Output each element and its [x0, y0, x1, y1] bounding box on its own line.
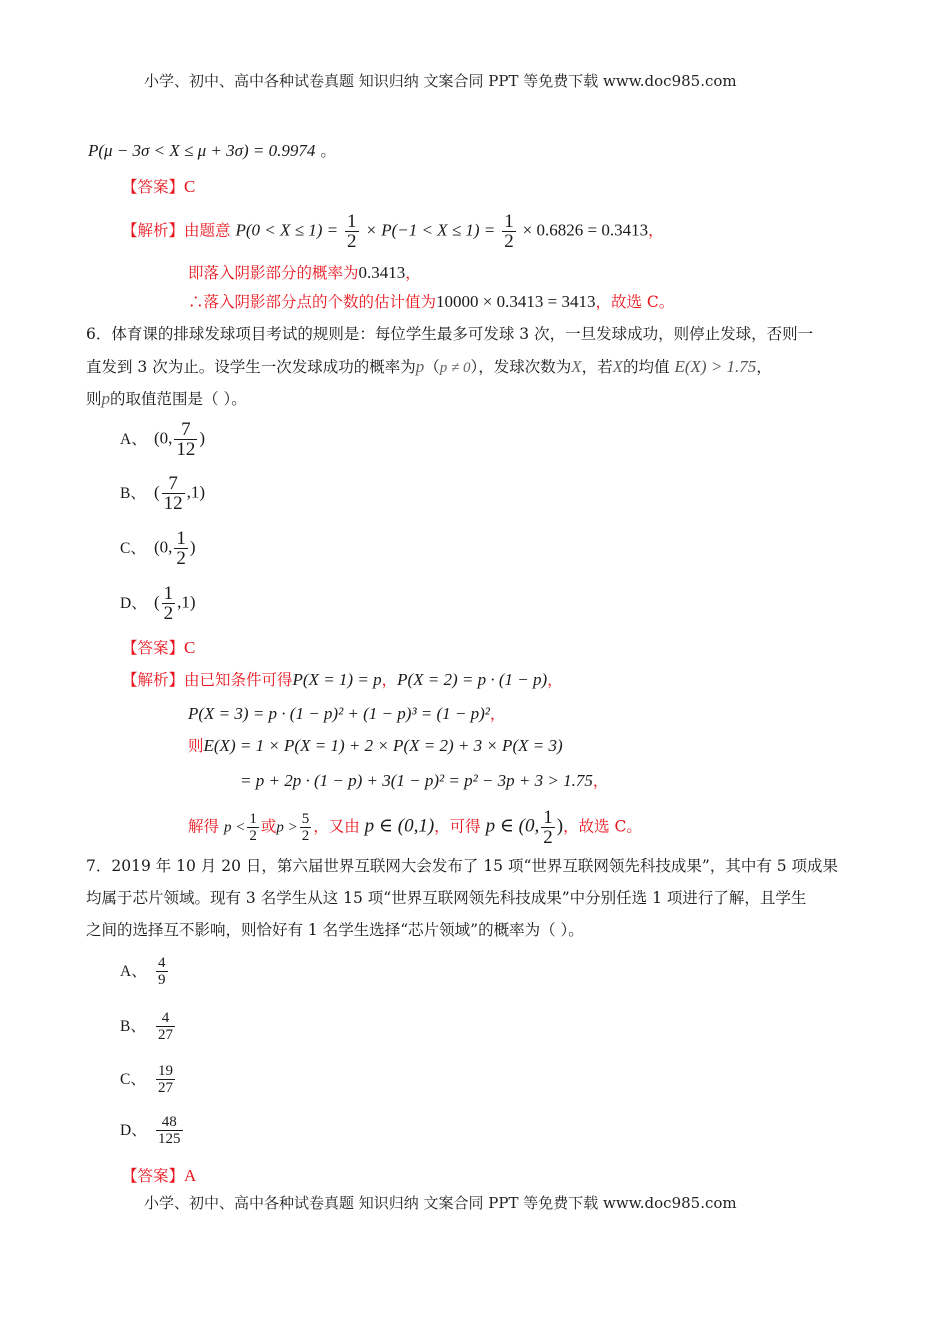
numerator: 4 — [161, 1010, 170, 1026]
denominator: 27 — [158, 1080, 173, 1096]
math: ,1) — [186, 482, 206, 502]
fraction — [156, 1010, 175, 1043]
math: ) — [189, 537, 196, 557]
numerator: 7 — [181, 419, 191, 440]
denominator: 12 — [163, 493, 183, 514]
q6-option-a — [120, 420, 205, 459]
math-expr: P(X = 3) = p · (1 − p)² + (1 − p)³ = (1 − p)² — [188, 704, 490, 723]
analysis-text: 解得 — [188, 817, 220, 836]
prev-formula-end: 。 — [320, 142, 336, 160]
math: (0, — [154, 428, 173, 448]
math: ( — [154, 592, 160, 612]
analysis-text: 由已知条件可得 — [184, 671, 293, 689]
fraction-half — [345, 212, 359, 251]
option-label: B、 — [120, 1017, 146, 1035]
text: ，若 — [581, 358, 613, 376]
numerator: 1 — [163, 583, 174, 604]
analysis-label: 【解析】 — [122, 221, 185, 240]
analysis-text: ∴落入阴影部分点的个数的估计值为 — [188, 293, 437, 311]
q7-line3: 之间的选择互不影响，则恰好有 1 名学生选择“芯片领域”的概率为（ ）。 — [86, 921, 584, 939]
q6-line2 — [86, 357, 772, 378]
analysis-text: 则 — [188, 737, 204, 755]
prev-answer — [122, 177, 195, 197]
math-expr: p ∈ (0, — [485, 815, 540, 837]
q6-option-d — [120, 584, 196, 623]
option-label: C、 — [120, 1070, 146, 1088]
text: 则 — [86, 390, 102, 408]
answer-value: A — [184, 1166, 197, 1185]
math: ) — [199, 428, 206, 448]
denominator: 9 — [158, 972, 166, 988]
punct: ， — [547, 671, 563, 689]
q7-line1: 7．2019 年 10 月 20 日，第六届世界互联网大会发布了 15 项“世界互联网领先科技成果”，其中有 5 项成果 — [86, 857, 839, 875]
q6-analysis-line3 — [188, 736, 563, 756]
numerator: 5 — [301, 811, 310, 827]
math-expr: E(X) = 1 × P(X = 1) + 2 × P(X = 2) + 3 × P(X = 3) — [203, 736, 563, 755]
text: 直发到 3 次为止。设学生一次发球成功的概率为 — [86, 358, 416, 376]
page-footer: 小学、初中、高中各种试卷真题 知识归纳 文案合同 PPT 等免费下载 www.doc985.com — [144, 1194, 737, 1212]
page-header: 小学、初中、高中各种试卷真题 知识归纳 文案合同 PPT 等免费下载 www.doc985.com — [144, 72, 737, 90]
numerator: 1 — [176, 528, 186, 549]
q7-line2: 均属于芯片领域。现有 3 名学生从这 15 项“世界互联网领先科技成果”中分别任选 1 项进行了解，且学生 — [86, 889, 807, 907]
fraction — [162, 474, 185, 513]
q6-analysis-line1 — [122, 670, 563, 690]
punct: ， — [592, 772, 609, 790]
prev-analysis-line3 — [188, 292, 674, 312]
q6-line1: 6．体育课的排球发球项目考试的规则是：每位学生最多可发球 3 次，一旦发球成功，则停止发球，否则一 — [86, 325, 814, 343]
analysis-text: ，又由 — [313, 817, 360, 836]
option-label: A、 — [120, 430, 147, 448]
text: ），发球次数为 — [470, 358, 572, 376]
analysis-text: ，可得 — [434, 817, 481, 836]
answer-value: C — [184, 638, 196, 657]
punct: ， — [756, 358, 772, 376]
math-expr: p > — [276, 819, 298, 836]
option-label: B、 — [120, 484, 146, 502]
numerator: 4 — [158, 955, 166, 971]
denominator: 125 — [158, 1131, 181, 1147]
denominator: 2 — [163, 603, 174, 624]
math-value: 10000 × 0.3413 = 3413 — [436, 292, 596, 311]
fraction-half — [502, 212, 516, 251]
denominator: 27 — [158, 1027, 173, 1043]
answer-label: 【答案】 — [122, 1167, 185, 1185]
math: ( — [154, 482, 160, 502]
prev-analysis-line2 — [188, 263, 421, 283]
math-expr: = p + 2p · (1 − p) + 3(1 − p)² = p² − 3p + 3 > 1.75 — [240, 771, 593, 790]
answer-value: C — [184, 177, 196, 196]
var-p: p — [101, 389, 111, 408]
text: 的均值 — [623, 358, 670, 376]
fraction — [541, 808, 555, 847]
fraction — [247, 811, 259, 844]
text: 的取值范围是（ ）。 — [110, 390, 247, 408]
math-expr: p ∈ (0,1) — [364, 815, 435, 837]
answer-label: 【答案】 — [122, 639, 185, 657]
numerator: 1 — [543, 807, 553, 828]
q6-option-c — [120, 529, 196, 568]
q7-answer — [122, 1166, 196, 1186]
math-value: 0.3413 — [358, 263, 406, 282]
answer-label: 【答案】 — [122, 178, 185, 196]
denominator: 2 — [504, 231, 514, 252]
punct: ， — [648, 221, 664, 240]
punct: ， — [381, 671, 398, 689]
analysis-intro: 由题意 — [184, 221, 231, 240]
math-expr: × 0.6826 = 0.3413 — [522, 220, 649, 240]
option-label: D、 — [120, 594, 147, 612]
numerator: 7 — [168, 473, 178, 494]
math-expr: P(X = 2) = p · (1 − p) — [397, 670, 548, 689]
fraction — [174, 529, 188, 568]
prev-formula: P(μ − 3σ < X ≤ μ + 3σ) = 0.9974 — [88, 141, 316, 160]
math: (0, — [154, 537, 173, 557]
analysis-text: 或 — [260, 817, 277, 836]
var-X: X — [571, 357, 582, 376]
q7-option-b — [120, 1010, 177, 1043]
numerator: 1 — [249, 811, 257, 827]
q6-analysis-line5 — [188, 808, 642, 847]
expectation-expr: E(X) > 1.75 — [674, 357, 757, 376]
numerator: 1 — [504, 211, 514, 232]
var-p: p — [415, 357, 425, 376]
punct: （ — [424, 358, 440, 376]
math-expr: p < — [223, 819, 246, 836]
prev-formula-line — [88, 141, 336, 161]
option-label: C、 — [120, 539, 146, 557]
denominator: 2 — [347, 231, 357, 252]
q7-option-a — [120, 955, 170, 988]
q7-option-d — [120, 1114, 185, 1147]
prev-analysis-line1 — [122, 212, 664, 251]
analysis-conclusion: ，故选 C。 — [563, 817, 642, 836]
denominator: 2 — [543, 827, 553, 848]
numerator: 1 — [347, 211, 357, 232]
math-expr: P(0 < X ≤ 1) = — [235, 220, 339, 240]
math-expr: × P(−1 < X ≤ 1) = — [365, 220, 496, 240]
numerator: 48 — [161, 1114, 177, 1130]
q6-analysis-line2 — [188, 704, 505, 724]
fraction — [156, 1114, 183, 1147]
option-label: D、 — [120, 1121, 147, 1139]
denominator: 2 — [176, 548, 186, 569]
q6-answer — [122, 638, 195, 658]
denominator: 12 — [176, 439, 196, 460]
q7-option-c — [120, 1063, 177, 1096]
q6-option-b — [120, 474, 205, 513]
denominator: 2 — [249, 828, 257, 844]
fraction — [300, 811, 312, 844]
option-label: A、 — [120, 962, 147, 980]
numerator: 19 — [158, 1063, 173, 1079]
fraction — [174, 420, 197, 459]
var-X: X — [612, 357, 624, 376]
math-expr: P(X = 1) = p — [292, 670, 382, 689]
fraction — [156, 955, 168, 988]
fraction — [162, 584, 176, 623]
denominator: 2 — [301, 828, 310, 844]
punct: ， — [405, 264, 421, 282]
math-expr: ) — [556, 815, 564, 837]
analysis-text: 即落入阴影部分的概率为 — [188, 264, 359, 282]
analysis-label: 【解析】 — [122, 671, 185, 689]
condition: p ≠ 0 — [439, 360, 471, 376]
math: ,1) — [177, 592, 196, 612]
analysis-conclusion: ，故选 C。 — [595, 293, 675, 311]
q6-line3 — [86, 389, 247, 409]
punct: ， — [489, 705, 506, 723]
fraction — [156, 1063, 175, 1096]
q6-analysis-line4 — [240, 771, 608, 791]
